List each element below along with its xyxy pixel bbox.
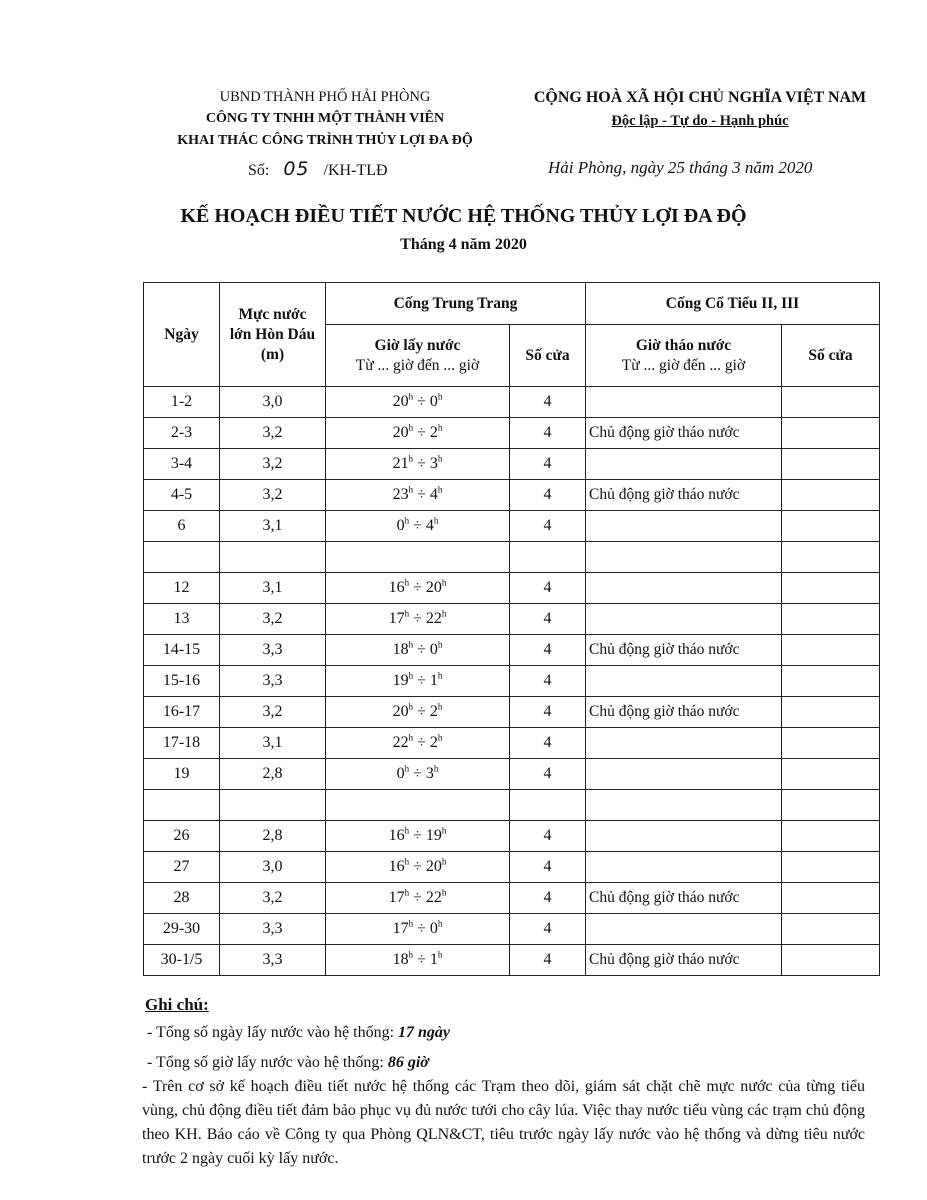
cell-gates-2 (782, 945, 880, 976)
cell-take-hours: $0^h \div 4^h$ (326, 511, 510, 542)
cell-water-level: 3,2 (220, 480, 326, 511)
cell-gates-2 (782, 480, 880, 511)
cell-take-hours: $17^h \div 22^h$ (326, 604, 510, 635)
table-row (144, 480, 880, 511)
cell-gates: 4 (510, 666, 586, 697)
cell-day: 26 (144, 821, 220, 852)
empty-cell (326, 790, 510, 821)
empty-cell (510, 790, 586, 821)
empty-cell (144, 542, 220, 573)
cell-release-hours (586, 604, 782, 635)
table-row (144, 666, 880, 697)
cell-day: 15-16 (144, 666, 220, 697)
cell-water-level: 3,3 (220, 666, 326, 697)
cell-day: 30-1/5 (144, 945, 220, 976)
cell-take-hours: $20^h \div 0^h$ (326, 387, 510, 418)
empty-cell (782, 542, 880, 573)
cell-gates-2 (782, 511, 880, 542)
cell-take-hours: $17^h \div 0^h$ (326, 914, 510, 945)
cell-gates: 4 (510, 914, 586, 945)
issuer-block (150, 86, 500, 152)
table-row (144, 883, 880, 914)
empty-cell (782, 790, 880, 821)
cell-gates: 4 (510, 511, 586, 542)
cell-take-hours: $20^h \div 2^h$ (326, 697, 510, 728)
header-release-hours: Giờ tháo nước Từ ... giờ đến ... giờ (586, 325, 782, 387)
blank-row (144, 542, 880, 573)
doc-number-label: Số: (248, 162, 270, 179)
notes-title: Ghi chú: (145, 995, 209, 1014)
cell-water-level: 3,2 (220, 604, 326, 635)
cell-take-hours: $16^h \div 20^h$ (326, 573, 510, 604)
cell-gates-2 (782, 604, 880, 635)
cell-water-level: 3,3 (220, 945, 326, 976)
national-title: CỘNG HOÀ XÃ HỘI CHỦ NGHĨA VIỆT NAM (533, 89, 867, 106)
doc-number-value: 05 (283, 158, 310, 180)
cell-gates-2 (782, 449, 880, 480)
cell-release-hours: Chủ động giờ tháo nước (586, 883, 782, 914)
cell-water-level: 2,8 (220, 759, 326, 790)
document-number (248, 158, 388, 180)
cell-day: 19 (144, 759, 220, 790)
cell-day: 4-5 (144, 480, 220, 511)
cell-release-hours (586, 573, 782, 604)
cell-day: 2-3 (144, 418, 220, 449)
cell-release-hours (586, 449, 782, 480)
cell-gates-2 (782, 387, 880, 418)
cell-day: 29-30 (144, 914, 220, 945)
note-total-hours: - Tổng số giờ lấy nước vào hệ thống: 86 giờ (147, 1054, 429, 1071)
cell-water-level: 3,0 (220, 852, 326, 883)
cell-gates-2 (782, 759, 880, 790)
table-row (144, 852, 880, 883)
cell-gates: 4 (510, 728, 586, 759)
cell-gates: 4 (510, 604, 586, 635)
table-row (144, 418, 880, 449)
cell-water-level: 3,2 (220, 418, 326, 449)
cell-release-hours (586, 728, 782, 759)
table-row (144, 759, 880, 790)
issuer-authority: UBND THÀNH PHỐ HẢI PHÒNG (219, 89, 431, 105)
cell-release-hours (586, 511, 782, 542)
cell-take-hours: $17^h \div 22^h$ (326, 883, 510, 914)
cell-water-level: 3,1 (220, 511, 326, 542)
notes-section (142, 993, 865, 1171)
table-row (144, 511, 880, 542)
cell-water-level: 2,8 (220, 821, 326, 852)
cell-release-hours (586, 666, 782, 697)
table-row (144, 573, 880, 604)
table-row (144, 728, 880, 759)
note-total-days: - Tổng số ngày lấy nước vào hệ thống: 17 ngày (147, 1024, 451, 1041)
cell-water-level: 3,3 (220, 635, 326, 666)
cell-take-hours: $21^h \div 3^h$ (326, 449, 510, 480)
cell-day: 14-15 (144, 635, 220, 666)
document-subtitle: Tháng 4 năm 2020 (400, 236, 527, 253)
cell-day: 27 (144, 852, 220, 883)
cell-gates: 4 (510, 852, 586, 883)
document-date: Hải Phòng, ngày 25 tháng 3 năm 2020 (548, 158, 813, 177)
cell-gates-2 (782, 666, 880, 697)
table-row (144, 697, 880, 728)
cell-gates-2 (782, 728, 880, 759)
note-paragraph: - Trên cơ sở kế hoạch điều tiết nước hệ thống các Trạm theo dõi, giám sát chặt chẽ mực nước của từng tiểu vùng, chủ động điều tiết đảm bảo phục vụ đủ nước tưới cho cây lúa. Việc thay nước tiểu vùng các trạm chủ động theo KH. Báo cáo về Công ty qua Phòng QLN&CT, tiêu trước ngày lấy nước vào hệ thống và dừng tiêu nước trước 2 ngày cuối kỳ lấy nước. (142, 1078, 865, 1167)
empty-cell (326, 542, 510, 573)
empty-cell (586, 542, 782, 573)
table-row (144, 449, 880, 480)
cell-day: 17-18 (144, 728, 220, 759)
cell-take-hours: $16^h \div 19^h$ (326, 821, 510, 852)
cell-water-level: 3,3 (220, 914, 326, 945)
cell-gates: 4 (510, 573, 586, 604)
cell-take-hours: $23^h \div 4^h$ (326, 480, 510, 511)
table-row (144, 821, 880, 852)
cell-water-level: 3,1 (220, 728, 326, 759)
cell-gates: 4 (510, 945, 586, 976)
issuer-company: CÔNG TY TNHH MỘT THÀNH VIÊN (205, 111, 445, 126)
cell-gates: 4 (510, 418, 586, 449)
header-co-tieu: Cống Cổ Tiểu II, III (586, 283, 880, 325)
cell-gates: 4 (510, 697, 586, 728)
cell-take-hours: $16^h \div 20^h$ (326, 852, 510, 883)
table-row (144, 387, 880, 418)
cell-gates-2 (782, 573, 880, 604)
table-row (144, 604, 880, 635)
empty-cell (220, 542, 326, 573)
cell-release-hours (586, 914, 782, 945)
cell-water-level: 3,2 (220, 449, 326, 480)
issuer-company-name: KHAI THÁC CÔNG TRÌNH THỦY LỢI ĐA ĐỘ (177, 133, 473, 148)
cell-gates: 4 (510, 449, 586, 480)
header-take-hours: Giờ lấy nước Từ ... giờ đến ... giờ (326, 325, 510, 387)
cell-release-hours: Chủ động giờ tháo nước (586, 635, 782, 666)
cell-gates-2 (782, 697, 880, 728)
cell-release-hours: Chủ động giờ tháo nước (586, 945, 782, 976)
cell-water-level: 3,2 (220, 883, 326, 914)
empty-cell (510, 542, 586, 573)
cell-gates-2 (782, 418, 880, 449)
table-row (144, 945, 880, 976)
cell-day: 13 (144, 604, 220, 635)
cell-take-hours: $20^h \div 2^h$ (326, 418, 510, 449)
cell-gates: 4 (510, 759, 586, 790)
cell-gates-2 (782, 914, 880, 945)
cell-day: 12 (144, 573, 220, 604)
cell-gates: 4 (510, 387, 586, 418)
cell-take-hours: $22^h \div 2^h$ (326, 728, 510, 759)
cell-release-hours: Chủ động giờ tháo nước (586, 697, 782, 728)
cell-release-hours: Chủ động giờ tháo nước (586, 418, 782, 449)
cell-take-hours: $18^h \div 0^h$ (326, 635, 510, 666)
cell-release-hours: Chủ động giờ tháo nước (586, 480, 782, 511)
table-body (144, 387, 880, 976)
cell-release-hours (586, 852, 782, 883)
header-trung-trang: Cống Trung Trang (326, 283, 586, 325)
cell-release-hours (586, 387, 782, 418)
doc-number-suffix: /KH-TLĐ (323, 162, 388, 179)
cell-gates-2 (782, 852, 880, 883)
empty-cell (586, 790, 782, 821)
cell-take-hours: $18^h \div 1^h$ (326, 945, 510, 976)
cell-water-level: 3,1 (220, 573, 326, 604)
national-header (510, 86, 890, 132)
cell-gates: 4 (510, 480, 586, 511)
header-day: Ngày (144, 283, 220, 387)
cell-water-level: 3,2 (220, 697, 326, 728)
header-gates-2: Số cửa (782, 325, 880, 387)
empty-cell (144, 790, 220, 821)
cell-release-hours (586, 759, 782, 790)
cell-day: 6 (144, 511, 220, 542)
blank-row (144, 790, 880, 821)
cell-water-level: 3,0 (220, 387, 326, 418)
water-plan-table (143, 282, 880, 976)
cell-take-hours: $0^h \div 3^h$ (326, 759, 510, 790)
national-motto: Độc lập - Tự do - Hạnh phúc (611, 113, 789, 129)
cell-gates: 4 (510, 883, 586, 914)
document-title: KẾ HOẠCH ĐIỀU TIẾT NƯỚC HỆ THỐNG THỦY LỢI ĐA ĐỘ (180, 205, 747, 227)
cell-gates-2 (782, 821, 880, 852)
header-water-level: Mực nước lớn Hòn Dáu (m) (220, 283, 326, 387)
cell-gates-2 (782, 635, 880, 666)
table-row (144, 635, 880, 666)
cell-day: 1-2 (144, 387, 220, 418)
cell-release-hours (586, 821, 782, 852)
cell-gates: 4 (510, 821, 586, 852)
cell-take-hours: $19^h \div 1^h$ (326, 666, 510, 697)
cell-gates-2 (782, 883, 880, 914)
empty-cell (220, 790, 326, 821)
cell-day: 28 (144, 883, 220, 914)
cell-day: 3-4 (144, 449, 220, 480)
table-row (144, 914, 880, 945)
cell-day: 16-17 (144, 697, 220, 728)
cell-gates: 4 (510, 635, 586, 666)
header-gates: Số cửa (510, 325, 586, 387)
